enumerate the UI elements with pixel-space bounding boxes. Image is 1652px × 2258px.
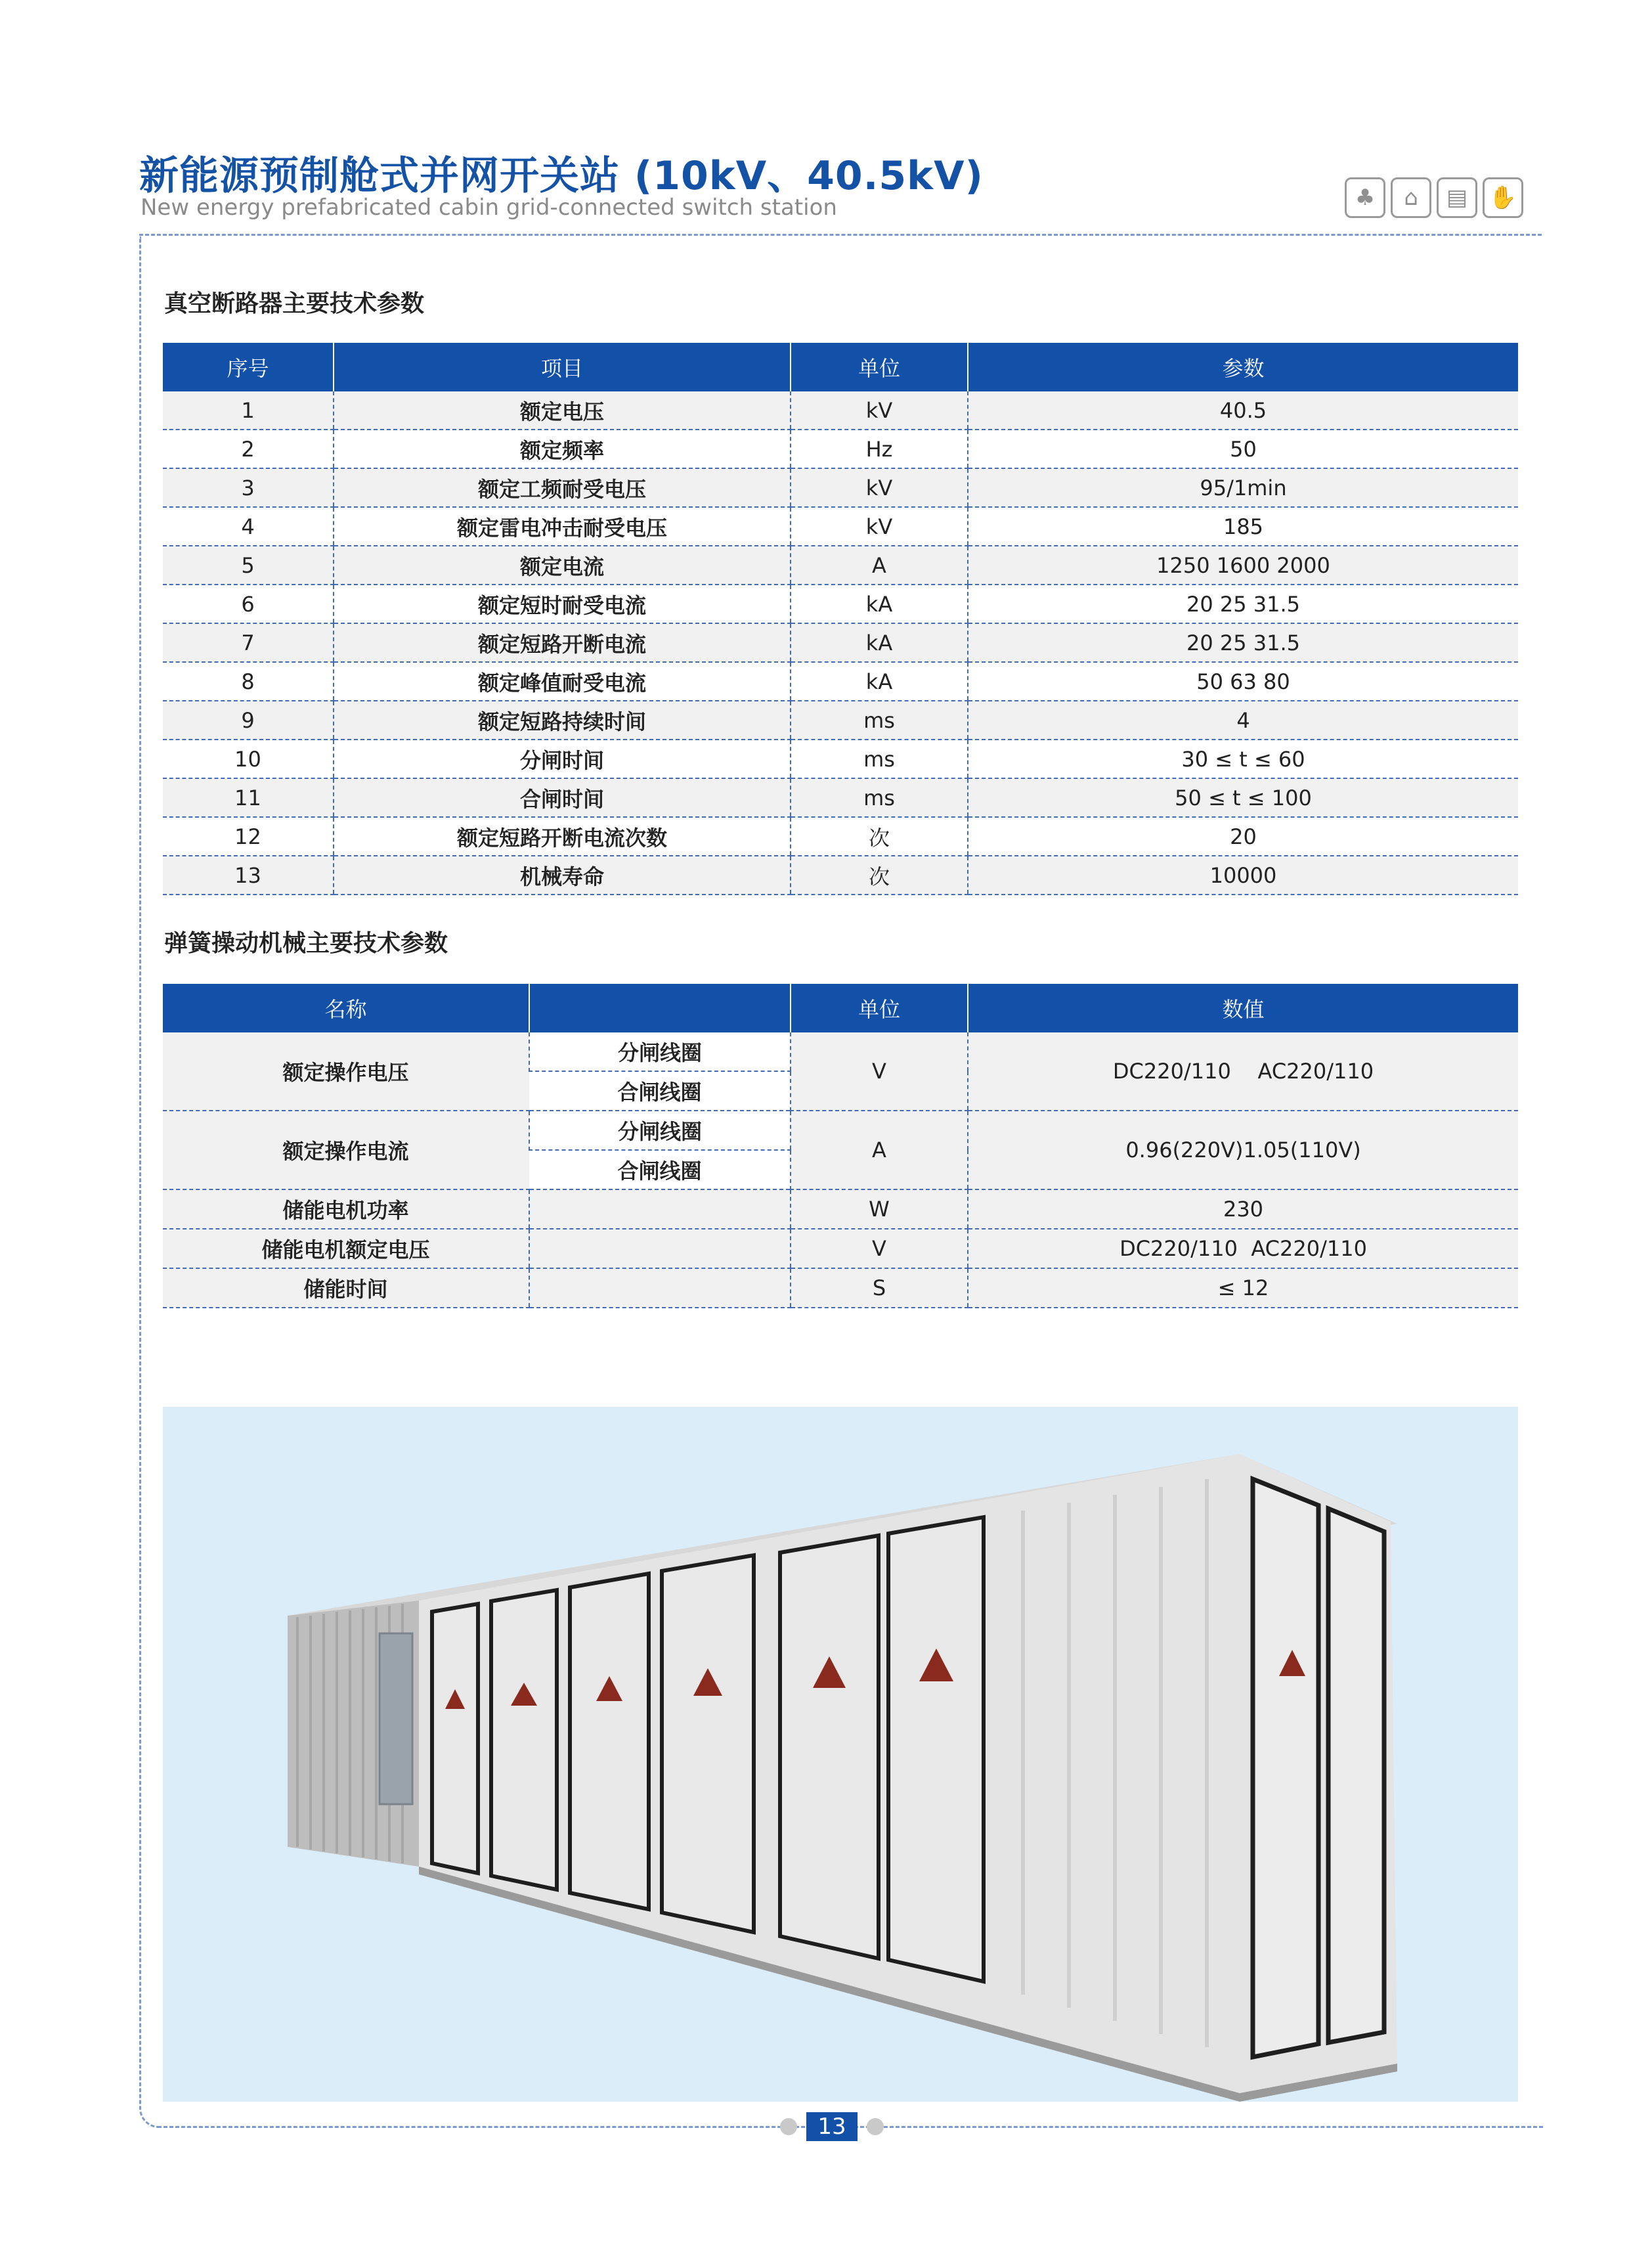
hand-leaf-icon: ✋ <box>1483 177 1523 218</box>
table-row <box>163 546 1518 585</box>
cell: 5 <box>163 546 334 585</box>
cell: 1 <box>163 391 334 430</box>
column-header: 项目 <box>334 343 791 391</box>
cell: 20 25 31.5 <box>968 585 1518 623</box>
cell: 20 <box>968 817 1518 856</box>
cell: 40.5 <box>968 391 1518 430</box>
cell: S <box>791 1268 968 1308</box>
table-row <box>163 778 1518 817</box>
cell: kV <box>791 468 968 507</box>
cell: 9 <box>163 701 334 740</box>
cell: 12 <box>163 817 334 856</box>
table-row <box>163 1229 1518 1268</box>
cell: 合闸时间 <box>334 778 791 817</box>
cell: DC220/110 AC220/110 <box>968 1032 1518 1111</box>
table-row <box>163 856 1518 895</box>
cell: 额定电压 <box>334 391 791 430</box>
cell: kV <box>791 391 968 430</box>
cell: 50 63 80 <box>968 662 1518 701</box>
cell: W <box>791 1189 968 1229</box>
cell: 额定雷电冲击耐受电压 <box>334 507 791 546</box>
column-header <box>529 984 791 1032</box>
cell: 0.96(220V)1.05(110V) <box>968 1111 1518 1189</box>
page-subtitle: New energy prefabricated cabin grid-connected switch station <box>141 194 837 221</box>
cell: 分闸线圈 <box>529 1032 791 1071</box>
factory-icon: ▤ <box>1437 177 1477 218</box>
container-cabin-image <box>163 1407 1518 2102</box>
table-row <box>163 507 1518 546</box>
cell: 额定工频耐受电压 <box>334 468 791 507</box>
table-row <box>163 740 1518 778</box>
cell: DC220/110 AC220/110 <box>968 1229 1518 1268</box>
cell: ≤ 12 <box>968 1268 1518 1308</box>
cell: 10 <box>163 740 334 778</box>
header-icon-group <box>1345 177 1523 218</box>
table-row <box>163 1032 1518 1071</box>
cell: kA <box>791 585 968 623</box>
cell: V <box>791 1229 968 1268</box>
cell: 额定短路持续时间 <box>334 701 791 740</box>
cell: 分闸时间 <box>334 740 791 778</box>
table-header-row <box>163 343 1518 391</box>
cell: 4 <box>163 507 334 546</box>
table-row <box>163 701 1518 740</box>
cell: 50 <box>968 430 1518 468</box>
cell <box>529 1229 791 1268</box>
cell: kA <box>791 623 968 662</box>
cell: 13 <box>163 856 334 895</box>
cell: 储能电机功率 <box>163 1189 529 1229</box>
table-row <box>163 391 1518 430</box>
cell: 额定短时耐受电流 <box>334 585 791 623</box>
page-title: 新能源预制舱式并网开关站 (10kV、40.5kV) <box>139 153 984 199</box>
cell <box>529 1189 791 1229</box>
cell: A <box>791 546 968 585</box>
table-row <box>163 817 1518 856</box>
cell: 额定峰值耐受电流 <box>334 662 791 701</box>
column-header: 数值 <box>968 984 1518 1032</box>
table-row <box>163 623 1518 662</box>
cell: ms <box>791 778 968 817</box>
cell: 额定操作电压 <box>163 1032 529 1111</box>
cell <box>529 1268 791 1308</box>
frame-left-border <box>139 236 159 2128</box>
cell: 20 25 31.5 <box>968 623 1518 662</box>
cell: 7 <box>163 623 334 662</box>
cell: 6 <box>163 585 334 623</box>
table-row <box>163 585 1518 623</box>
cell: 4 <box>968 701 1518 740</box>
cell: kA <box>791 662 968 701</box>
spring-mechanism-table <box>163 984 1518 1308</box>
cell: A <box>791 1111 968 1189</box>
pager-dot-right <box>867 2118 884 2135</box>
cell: 3 <box>163 468 334 507</box>
vacuum-breaker-table <box>163 343 1518 895</box>
table-row <box>163 468 1518 507</box>
cell: 合闸线圈 <box>529 1071 791 1111</box>
table-row <box>163 1111 1518 1150</box>
cell: kV <box>791 507 968 546</box>
product-photo <box>163 1407 1518 2102</box>
column-header: 单位 <box>791 984 968 1032</box>
cell: Hz <box>791 430 968 468</box>
cell: 额定操作电流 <box>163 1111 529 1189</box>
table-row <box>163 1189 1518 1229</box>
cell: 额定短路开断电流 <box>334 623 791 662</box>
cell: 50 ≤ t ≤ 100 <box>968 778 1518 817</box>
cell: 合闸线圈 <box>529 1150 791 1189</box>
cell: 储能电机额定电压 <box>163 1229 529 1268</box>
cell: 储能时间 <box>163 1268 529 1308</box>
cell: ms <box>791 701 968 740</box>
frame-top-border <box>139 234 1542 236</box>
table-row <box>163 662 1518 701</box>
cell: 10000 <box>968 856 1518 895</box>
cell: 230 <box>968 1189 1518 1229</box>
table-row <box>163 430 1518 468</box>
table-header-row <box>163 984 1518 1032</box>
tree-icon: ♣ <box>1345 177 1385 218</box>
column-header: 名称 <box>163 984 529 1032</box>
pagination <box>780 2107 884 2146</box>
cell: 额定电流 <box>334 546 791 585</box>
cell: 次 <box>791 817 968 856</box>
section-title-spring-mechanism: 弹簧操动机械主要技术参数 <box>164 930 448 957</box>
column-header: 单位 <box>791 343 968 391</box>
cell: 次 <box>791 856 968 895</box>
cell: 95/1min <box>968 468 1518 507</box>
cell: 额定频率 <box>334 430 791 468</box>
cell: 额定短路开断电流次数 <box>334 817 791 856</box>
cell: 11 <box>163 778 334 817</box>
cell: 1250 1600 2000 <box>968 546 1518 585</box>
cell: 机械寿命 <box>334 856 791 895</box>
cell: 2 <box>163 430 334 468</box>
page-number: 13 <box>806 2112 858 2141</box>
cell: 8 <box>163 662 334 701</box>
cell: 185 <box>968 507 1518 546</box>
cell: ms <box>791 740 968 778</box>
cell: 30 ≤ t ≤ 60 <box>968 740 1518 778</box>
table-row <box>163 1268 1518 1308</box>
section-title-vacuum-breaker: 真空断路器主要技术参数 <box>164 290 425 317</box>
pager-dot-left <box>780 2118 797 2135</box>
column-header: 序号 <box>163 343 334 391</box>
cell: V <box>791 1032 968 1111</box>
cell: 分闸线圈 <box>529 1111 791 1150</box>
tower-icon: ⌂ <box>1391 177 1431 218</box>
column-header: 参数 <box>968 343 1518 391</box>
